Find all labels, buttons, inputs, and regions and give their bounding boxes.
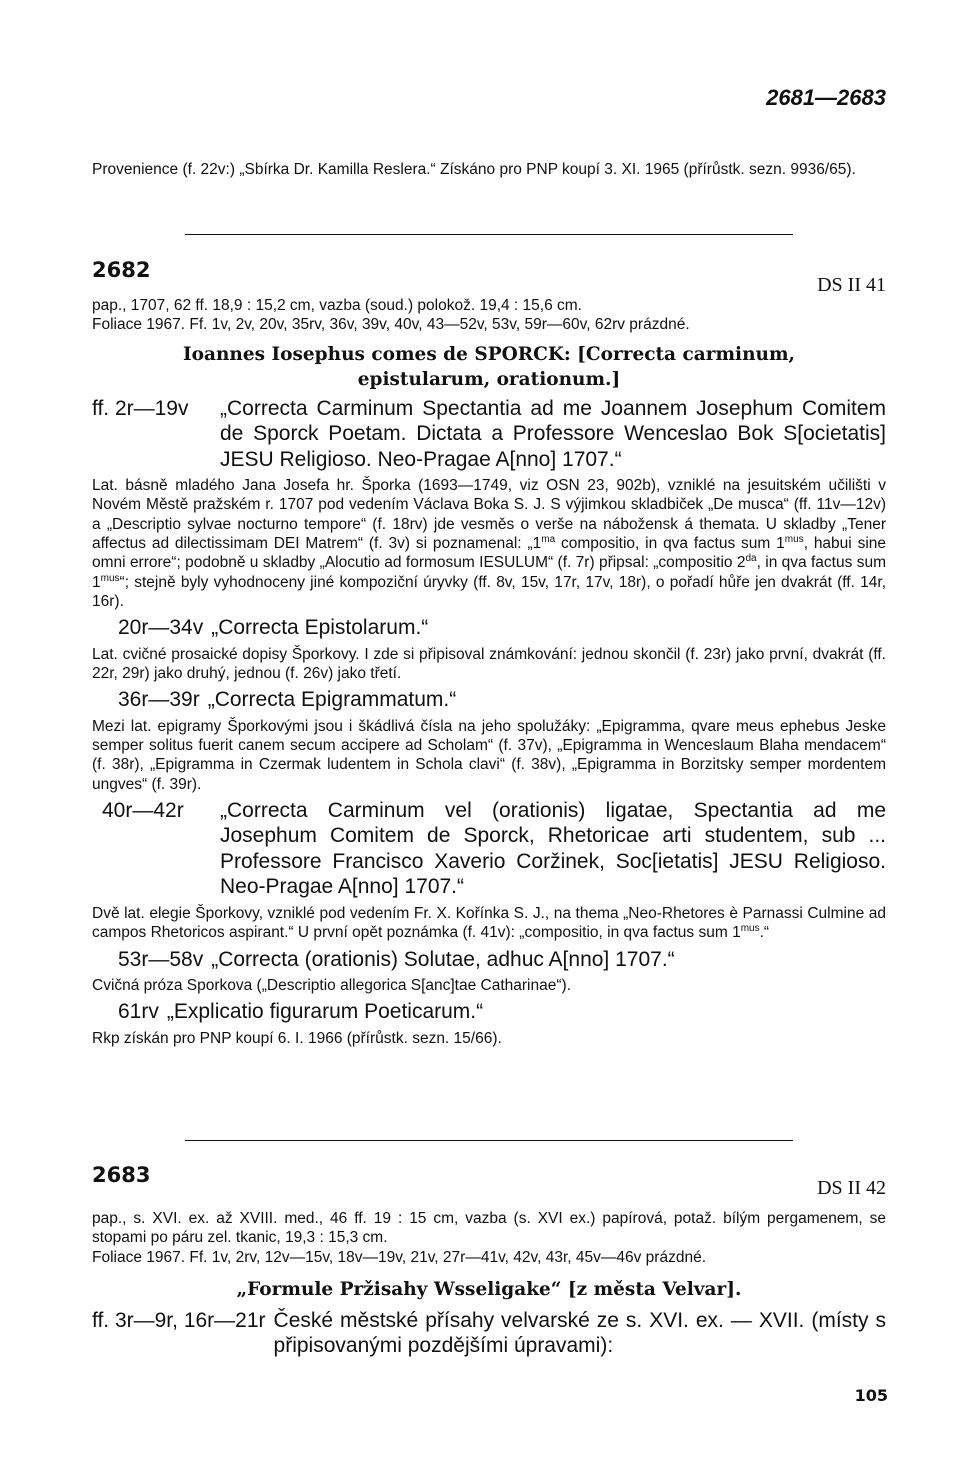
entry-description-1: pap., 1707, 62 ff. 18,9 : 15,2 cm, vazba (soud.) polokož. 19,4 : 15,6 cm. — [92, 297, 582, 314]
entry-2682 — [92, 258, 886, 1048]
item-3r-21r — [92, 1308, 886, 1359]
item-text: „Correcta Epistolarum.“ — [211, 616, 429, 640]
item-note: Dvě lat. elegie Šporkovy, vzniklé pod vedením Fr. X. Kořínka S. J., na thema „Neo-Rhetores è Parnassi Culmine ad campos Rhetoricos aspirant.“ U první opět poznámka (f. 41v): „compositio, in qva factus sum $1^{mus}.“$ — [92, 904, 886, 942]
separator-1 — [92, 234, 886, 235]
item-locator: 61rv — [118, 1000, 159, 1024]
item-text: „Correcta (orationis) Solutae, adhuc A[nno] 1707.“ — [211, 947, 675, 971]
prev-entry — [92, 160, 886, 179]
entry-signature: DS II 41 — [817, 274, 886, 296]
item-40r-42r — [92, 798, 886, 900]
item-20r-34v — [92, 615, 886, 641]
entry-description-2: Foliace 1967. Ff. 1v, 2v, 20v, 35rv, 36v, 39v, 40v, 43—52v, 53v, 59r—60v, 62rv prázdné. — [92, 316, 690, 334]
entry-signature: DS II 42 — [817, 1177, 886, 1199]
item-locator: 20r—34v — [118, 616, 204, 640]
entry-description-2: Foliace 1967. Ff. 1v, 2rv, 12v—15v, 18v—19v, 21v, 27r—41v, 42v, 43r, 45v—46v prázdné. — [92, 1248, 706, 1266]
item-2r-19v — [92, 396, 886, 473]
item-locator: ff. 2r—19v — [92, 396, 189, 420]
item-locator: 40r—42r — [102, 798, 184, 822]
item-61rv — [92, 999, 886, 1025]
page-number: 105 — [854, 1386, 888, 1405]
item-36r-39r — [92, 687, 886, 713]
item-53r-58v — [92, 947, 886, 973]
entry-title-line-2: epistularum, orationum.] — [357, 368, 621, 390]
entry-number: 2683 — [92, 1163, 151, 1187]
divider — [185, 234, 793, 235]
entry-description-1: pap., s. XVI. ex. až XVIII. med., 46 ff. 19 : 15 cm, vazba (s. XVI ex.) papírová, potaž. bílým pergamenem, se stopami po páru zel. tkanic, 19,3 : 15,3 cm. — [92, 1210, 886, 1247]
entry-2683 — [92, 1163, 886, 1359]
divider — [185, 1140, 793, 1141]
entry-title-line-1: Ioannes Iosephus comes de SPORCK: [Correcta carminum, — [183, 343, 795, 365]
item-note: Lat. básně mladého Jana Josefa hr. Šporka (1693—1749, viz OSN 23, 902b), vzniklé na jesuitském učilišti v Novém Městě pražském r. 1707 pod vedením Václava Boka S. J. S výjimkou skladbiček „De musca“ (ff. 11v—12v) a „Descriptio sylvae nocturno tempore“ (f. 18rv) jde vesměs o verše na nábožensk á themata. U skladby „Tener affectus ad dilectissimam DEI Matrem“ (f. 3v) si poznamenal: $„1^{ma}$ compositio, in qva factus sum $1^{mus}$, habui sine omni errore“; podobně u skladby „Alocutio ad formosum IESULUM“ (f. 7r) připsal: „compositio $2^{da}$, in qva factus sum $1^{mus}“$; stejně byly vyhodnoceny jiné kompoziční úryvky (ff. 8v, 15v, 17r, 17v, 18r), o pořadí hůře jen dvakrát (ff. 14r, 16r). — [92, 477, 886, 610]
item-note: Lat. cvičné prosaické dopisy Šporkovy. I zde si připisoval známkování: jednou skončil (f. 23r) jako první, dvakrát (ff. 22r, 29r) jako druhý, jednou (f. 26v) jako třetí. — [92, 645, 886, 682]
item-note: Rkp získán pro PNP koupí 6. I. 1966 (přírůstk. sezn. 15/66). — [92, 1029, 502, 1047]
provenience-text: Provenience (f. 22v:) „Sbírka Dr. Kamilla Reslera.“ Získáno pro PNP koupí 3. XI. 1965 (přírůstk. sezn. 9936/65). — [92, 161, 856, 178]
item-locator: 53r—58v — [118, 947, 204, 971]
entry-number: 2682 — [92, 258, 151, 282]
item-text: „Correcta Carminum vel (orationis) ligatae, Spectantia ad me Josephum Comitem de Sporck, Rhetoricae arti studentem, sub ... Professore Francisco Xaverio Coržinek, Soc[ietatis] JESU Religioso. Neo-Pragae A[nno] 1707.“ — [220, 798, 886, 899]
item-locator: ff. 3r—9r, 16r—21r — [92, 1308, 266, 1332]
separator-2 — [92, 1140, 886, 1141]
entry-title: „Formule Pržisahy Wsseligake“ [z města Velvar]. — [236, 1278, 742, 1300]
header-range: 2681—2683 — [766, 85, 886, 110]
item-locator: 36r—39r — [118, 688, 200, 712]
item-text: „Correcta Epigrammatum.“ — [207, 688, 457, 712]
item-note: Cvičná próza Sporkova („Descriptio allegorica S[anc]tae Catharinae“). — [92, 977, 571, 995]
item-note: Mezi lat. epigramy Šporkovými jsou i škádlivá čísla na jeho spolužáky: „Epigramma, qvare meus ephebus Jeske semper solitus fuerit canem secum accipere ad Scholam“ (f. 37v), „Epigramma in Wenceslaum Blaha mendacem“ (f. 38r), „Epigramma in Czermak ludentem in Schola clavi“ (f. 38v), „Epigramma in Borzitsky semper mordentem ungves“ (f. 39r). — [92, 717, 886, 793]
item-text: „Explicatio figurarum Poeticarum.“ — [166, 1000, 484, 1024]
item-text: „Correcta Carminum Spectantia ad me Joannem Josephum Comitem de Sporck Poetam. Dictata a Professore Wenceslao Bok S[ocietatis] JESU Religioso. Neo-Pragae A[nno] 1707.“ — [220, 396, 886, 471]
item-text: České městské přísahy velvarské ze s. XVI. ex. — XVII. (místy s připisovanými pozdějšími úpravami): — [273, 1308, 886, 1358]
